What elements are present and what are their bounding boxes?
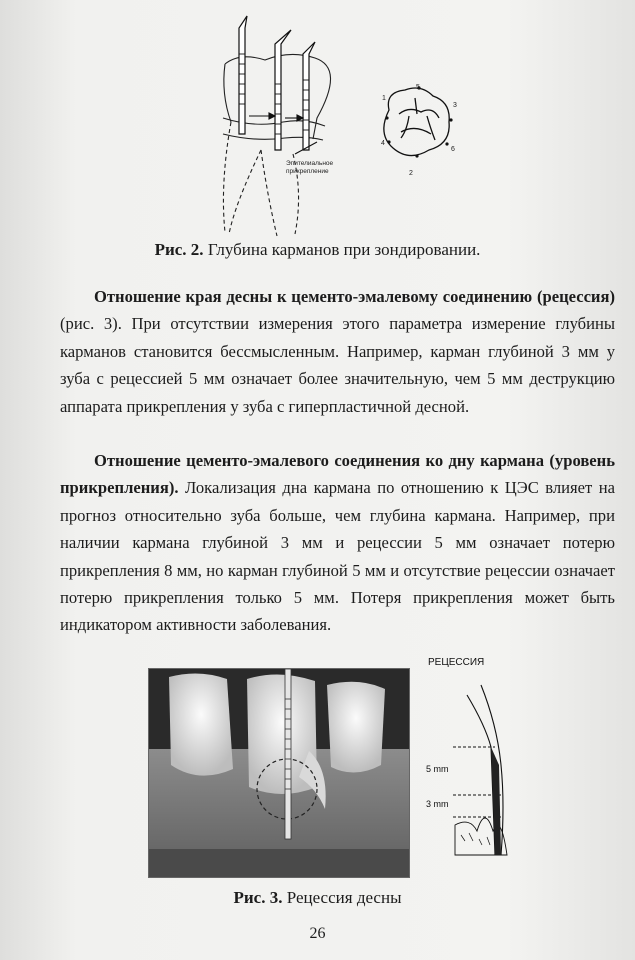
tooth-point-label: 3 [453,102,457,109]
paragraph-recession-heading: Отношение края десны к цементо-эмалевому соединению (рецессия) [94,287,615,306]
paragraph-recession-body: (рис. 3). При отсутствии измерения этого параметра измерение глубины карманов становится бессмысленным. Например, карман глубиной 3 мм у зуба с рецессией 5 мм означает более значительную, чем 5 мм деструкцию аппарата прикрепления у зуба с гиперпластичной десной. [60,314,615,416]
recession-diagram-title: РЕЦЕССИЯ [428,657,485,668]
recession-5mm-label: 5 mm [426,764,449,774]
figure-2-caption-label: Рис. 2. [154,240,204,259]
figure-3-caption-text: Рецессия десны [282,888,402,907]
tooth-point-label: 2 [409,170,413,177]
gingival-recession-photo [148,668,410,878]
paragraph-attachment-level [60,447,615,639]
paragraph-attachment-body: Локализация дна кармана по отношению к ЦЭС влияет на прогноз относительно зуба больше, чем глубина кармана. Например, при наличии кармана глубиной 3 мм и рецессии 5 мм означает потерю прикрепления 8 мм, но карман глубиной 5 мм и отсутствие рецессии означает потерю прикрепления только 5 мм. Потеря прикрепления может быть индикатором активности заболевания. [60,478,615,635]
figure-2-caption [0,240,635,260]
figure-3-caption [0,888,635,908]
tooth-point-label: 4 [381,140,385,147]
figure-2-caption-text: Глубина карманов при зондировании. [203,240,481,259]
paragraph-attachment-heading: Отношение цементо-эмалевого соединения ко дну кармана (уровень прикрепления). [60,451,615,498]
epithelial-attachment-label: Эпителиальное прикрепление [286,160,334,175]
tooth-point-label: 5 [416,84,420,91]
tooth-point-label: 1 [382,95,386,102]
probing-depth-illustration [195,14,475,240]
paragraph-recession [60,283,615,420]
tooth-point-label: 6 [451,146,455,153]
recession-3mm-label: 3 mm [426,799,449,809]
page-number: 26 [309,925,326,942]
figure-3-caption-label: Рис. 3. [233,888,283,907]
